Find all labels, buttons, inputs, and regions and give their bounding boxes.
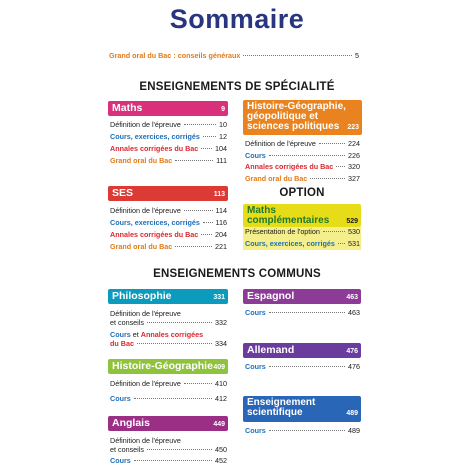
- toc-entry-label: Annales corrigées du Bac: [110, 144, 199, 153]
- toc-entry-label: Définition de l'épreuve: [110, 206, 181, 215]
- subject-page: 331: [213, 294, 225, 301]
- toc-entry-label: Présentation de l'option: [245, 227, 320, 236]
- toc-entry-label-line2: et conseils: [110, 318, 144, 327]
- toc-entry-page: 10: [219, 120, 227, 129]
- toc-entry[interactable]: [110, 132, 227, 141]
- toc-entry-label: Cours: [110, 456, 131, 465]
- toc-entry-page: 320: [348, 162, 360, 171]
- subject-page: 113: [213, 191, 225, 198]
- toc-entry-label-annales: Annales corrigées: [140, 330, 204, 339]
- toc-entry-label: Cours, exercices, corrigés: [110, 218, 200, 227]
- dot-leader: [203, 222, 213, 223]
- subject-title: Anglais: [112, 417, 150, 429]
- toc-entry-label: Cours: [245, 362, 266, 371]
- toc-entry-label: Grand oral du Bac: [110, 156, 173, 165]
- subject-bar-ses[interactable]: [108, 186, 228, 201]
- dot-leader: [184, 124, 216, 125]
- dot-leader: [134, 460, 212, 461]
- subject-page: 409: [213, 364, 225, 371]
- subject-bar-allemand[interactable]: [243, 343, 361, 358]
- toc-entry-label-line1: Définition de l'épreuve: [110, 436, 181, 445]
- dot-leader: [338, 243, 345, 244]
- toc-entry[interactable]: [245, 227, 360, 236]
- dot-leader: [323, 231, 345, 232]
- toc-entry-page: 111: [216, 156, 227, 165]
- toc-entry-label-and: et: [132, 330, 139, 339]
- toc-entry-page: 114: [215, 206, 227, 215]
- subject-page: 463: [346, 294, 358, 301]
- toc-entry-label-line1: Définition de l'épreuve: [110, 309, 181, 318]
- page-title: Sommaire: [169, 4, 305, 34]
- dot-leader: [269, 366, 345, 367]
- toc-entry[interactable]: [110, 120, 227, 129]
- subject-bar-philosophie[interactable]: [108, 289, 228, 304]
- toc-entry-label: Cours: [245, 150, 266, 160]
- toc-entry-page: 531: [348, 238, 360, 248]
- dot-leader: [201, 234, 212, 235]
- toc-entry-page: 334: [215, 339, 227, 348]
- subject-title-line1: Enseignement: [247, 397, 316, 408]
- toc-entry-label-line2: et conseils: [110, 445, 144, 454]
- toc-entry-label: Grand oral du Bac : conseils généraux: [109, 51, 241, 60]
- toc-entry-label: Cours: [245, 308, 266, 317]
- toc-entry-page: 452: [215, 456, 227, 465]
- toc-entry-page: 104: [215, 144, 227, 153]
- dot-leader: [336, 166, 345, 167]
- subject-title-line3: sciences politiques: [247, 121, 340, 132]
- subject-bar-anglais[interactable]: [108, 416, 228, 431]
- toc-entry-page: 221: [215, 242, 227, 251]
- toc-entry-label: Cours, exercices, corrigés: [245, 238, 335, 248]
- subject-page: 9: [221, 106, 225, 113]
- toc-entry-page: 450: [215, 445, 227, 454]
- toc-entry-anglais-definition[interactable]: [110, 436, 227, 454]
- toc-entry-page: 463: [348, 308, 360, 317]
- section-heading-option: OPTION: [279, 187, 325, 199]
- toc-entry[interactable]: [110, 218, 227, 227]
- subject-title-line2: scientifique: [247, 407, 303, 418]
- toc-entry-ens-sci-cours[interactable]: [245, 426, 360, 435]
- toc-entry-label: Définition de l'épreuve: [110, 379, 181, 388]
- toc-entry-page: 327: [348, 173, 360, 183]
- subject-page: 529: [346, 218, 358, 225]
- dot-leader: [269, 312, 345, 313]
- subject-title-line2: complémentaires: [247, 215, 330, 226]
- subject-bar-enseignement-scientifique[interactable]: [243, 396, 361, 422]
- toc-entry-label: Définition de l'épreuve: [245, 139, 316, 148]
- toc-entry-page: 476: [348, 362, 360, 371]
- toc-entry-label-line2: du Bac: [110, 339, 134, 348]
- subject-title-line1: Maths: [247, 205, 276, 216]
- toc-entry-label: Cours: [110, 394, 131, 403]
- toc-entry-philo-definition[interactable]: [110, 309, 227, 327]
- toc-entry-label: Annales corrigées du Bac: [245, 162, 334, 171]
- toc-entry-page: 224: [348, 139, 360, 148]
- toc-entry[interactable]: [110, 156, 227, 165]
- dot-leader: [147, 449, 212, 450]
- dot-leader: [184, 383, 212, 384]
- toc-entry-page: 412: [215, 394, 227, 403]
- toc-entry-page: 530: [348, 227, 360, 236]
- toc-entry-philo-cours[interactable]: [110, 330, 227, 348]
- dot-leader: [269, 430, 345, 431]
- toc-entry-label: Grand oral du Bac: [245, 173, 308, 183]
- subject-page: 489: [346, 410, 358, 417]
- dot-leader: [269, 155, 345, 156]
- toc-entry[interactable]: [110, 206, 227, 215]
- toc-entry-espagnol-cours[interactable]: [245, 308, 360, 317]
- dot-leader: [319, 143, 345, 144]
- toc-entry[interactable]: [245, 162, 360, 171]
- toc-entry-allemand-cours[interactable]: [245, 362, 360, 371]
- toc-entry-page: 226: [348, 150, 360, 160]
- toc-entry-anglais-cours[interactable]: [110, 456, 227, 465]
- toc-entry[interactable]: [245, 151, 360, 160]
- subject-bar-histoire-geo-spe[interactable]: [243, 100, 362, 135]
- toc-entry[interactable]: [110, 242, 227, 251]
- toc-entry-label-cours: Cours: [110, 330, 131, 339]
- toc-entry[interactable]: [110, 144, 227, 153]
- toc-entry-page: 410: [215, 379, 227, 388]
- subject-title-line2: géopolitique et: [247, 111, 319, 122]
- subject-title: Maths: [112, 102, 143, 114]
- toc-entry-page: 332: [215, 318, 227, 327]
- subject-title: Philosophie: [112, 290, 172, 302]
- toc-entry[interactable]: [245, 174, 360, 183]
- subject-title: SES: [112, 187, 134, 199]
- subject-bar-histoire-geographie[interactable]: [108, 359, 228, 374]
- subject-title: Allemand: [247, 344, 295, 356]
- dot-leader: [203, 136, 216, 137]
- toc-entry-grand-oral[interactable]: [109, 51, 359, 60]
- toc-entry-label: Cours: [245, 426, 266, 435]
- toc-entry-page: 5: [355, 51, 359, 60]
- toc-entry-label: Annales corrigées du Bac: [110, 230, 199, 239]
- subject-title: Espagnol: [247, 290, 295, 302]
- toc-entry-page: 204: [215, 230, 227, 239]
- dot-leader: [201, 148, 212, 149]
- subject-page: 476: [346, 348, 358, 355]
- dot-leader: [134, 398, 212, 399]
- toc-entry[interactable]: [245, 239, 360, 248]
- toc-entry[interactable]: [110, 230, 227, 239]
- toc-entry-page: 12: [219, 132, 227, 141]
- toc-entry-label: Grand oral du Bac: [110, 242, 173, 251]
- toc-entry[interactable]: [110, 379, 227, 388]
- dot-leader: [310, 178, 345, 179]
- toc-entry[interactable]: [110, 394, 227, 403]
- dot-leader: [137, 343, 212, 344]
- dot-leader: [175, 246, 212, 247]
- toc-entry-page: 116: [215, 218, 227, 227]
- subject-title: Histoire-Géographie: [112, 360, 213, 372]
- dot-leader: [243, 55, 352, 56]
- toc-entry[interactable]: [245, 139, 360, 148]
- subject-bar-maths[interactable]: [108, 101, 228, 116]
- subject-bar-espagnol[interactable]: [243, 289, 361, 304]
- section-heading-communs: ENSEIGNEMENTS COMMUNS: [153, 268, 321, 280]
- toc-entry-label: Définition de l'épreuve: [110, 120, 181, 129]
- section-heading-specialite: ENSEIGNEMENTS DE SPÉCIALITÉ: [139, 81, 335, 93]
- dot-leader: [147, 322, 212, 323]
- toc-entry-page: 489: [348, 426, 360, 435]
- toc-entry-label: Cours, exercices, corrigés: [110, 132, 200, 141]
- subject-title-line1: Histoire-Géographie,: [247, 101, 346, 112]
- subject-page: 223: [347, 124, 359, 131]
- dot-leader: [184, 210, 213, 211]
- subject-page: 449: [213, 421, 225, 428]
- dot-leader: [175, 160, 213, 161]
- subject-bar-maths-complementaires[interactable]: [243, 204, 361, 227]
